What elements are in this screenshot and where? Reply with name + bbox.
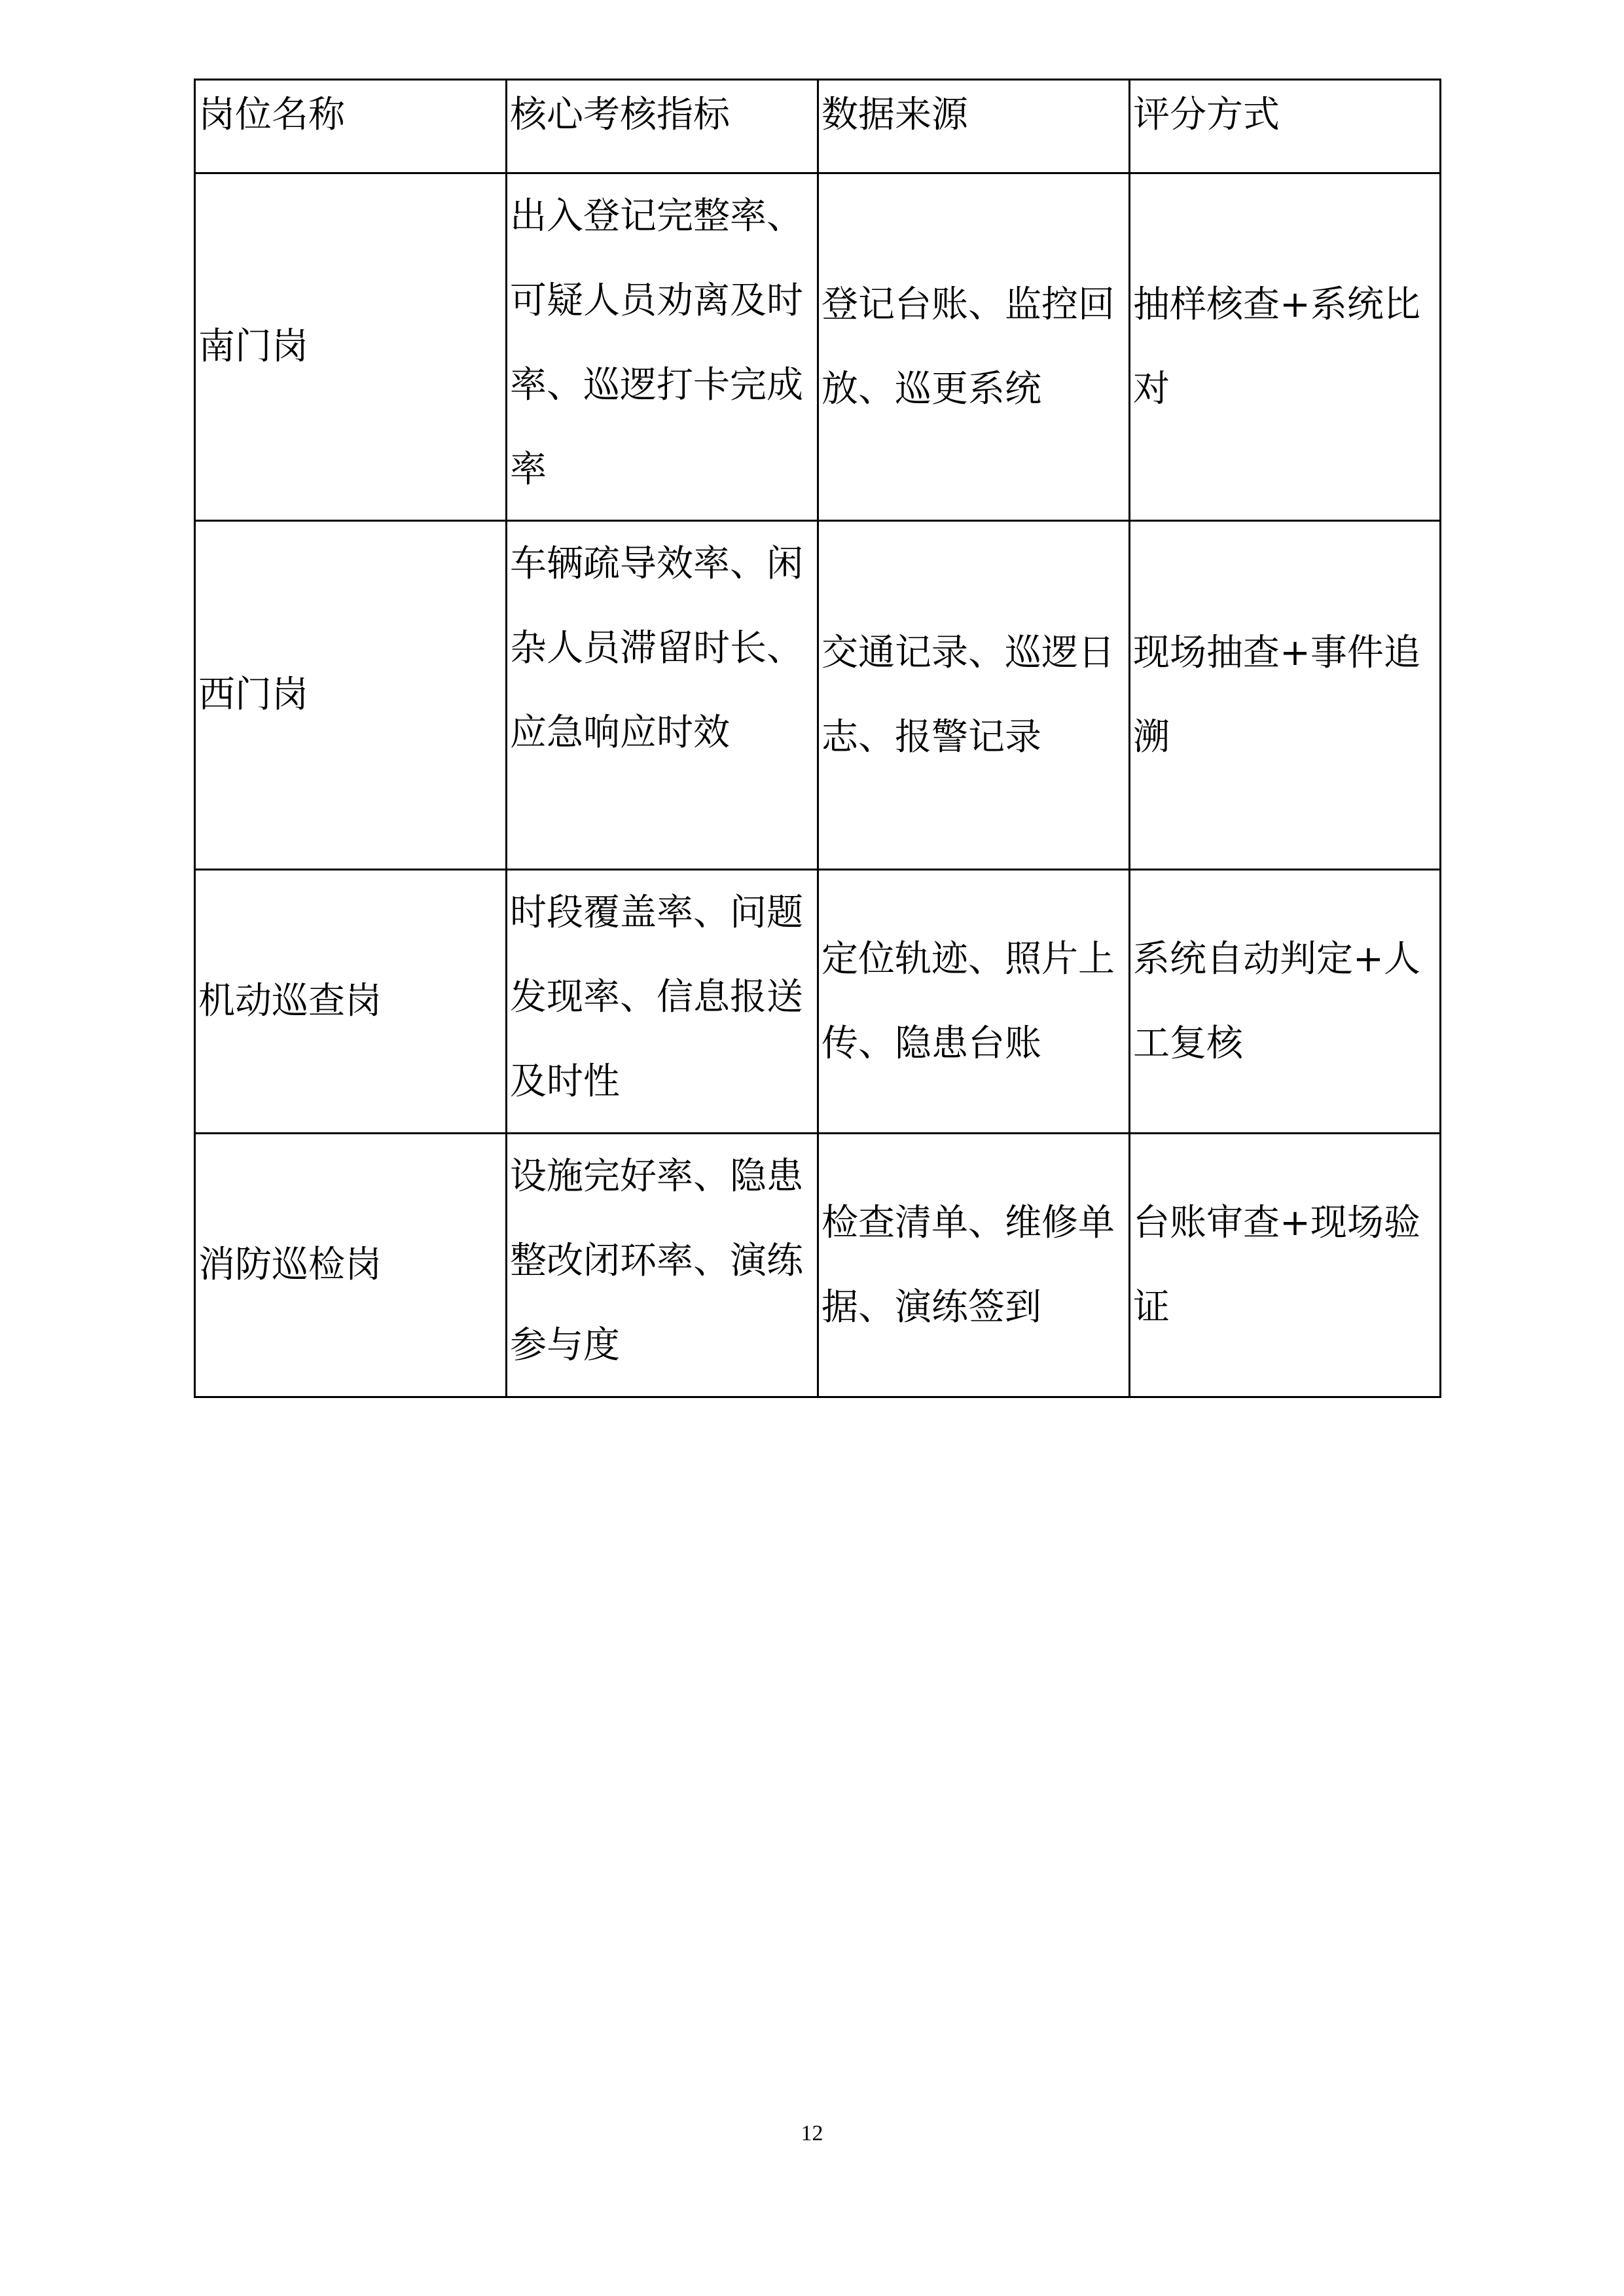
table-header-row <box>195 80 1441 173</box>
cell-metrics: 设施完好率、隐患整改闭环率、演练参与度 <box>507 1134 818 1397</box>
table-row <box>195 1134 1441 1397</box>
cell-metrics: 时段覆盖率、问题发现率、信息报送及时性 <box>507 870 818 1134</box>
cell-post: 消防巡检岗 <box>195 1134 507 1397</box>
cell-source: 定位轨迹、照片上传、隐患台账 <box>818 870 1130 1134</box>
cell-method: 抽样核查+系统比对 <box>1130 173 1441 521</box>
cell-post: 南门岗 <box>195 173 507 521</box>
cell-method: 现场抽查+事件追溯 <box>1130 521 1441 870</box>
page-number: 12 <box>801 2121 823 2145</box>
table-row <box>195 173 1441 521</box>
cell-post: 西门岗 <box>195 521 507 870</box>
cell-source: 登记台账、监控回放、巡更系统 <box>818 173 1130 521</box>
header-post-name: 岗位名称 <box>195 80 507 173</box>
header-scoring-method: 评分方式 <box>1130 80 1441 173</box>
cell-method: 系统自动判定+人工复核 <box>1130 870 1441 1134</box>
assessment-table <box>194 79 1441 1398</box>
header-data-source: 数据来源 <box>818 80 1130 173</box>
cell-post: 机动巡查岗 <box>195 870 507 1134</box>
cell-source: 交通记录、巡逻日志、报警记录 <box>818 521 1130 870</box>
table-row <box>195 870 1441 1134</box>
header-core-metrics: 核心考核指标 <box>507 80 818 173</box>
cell-method: 台账审查+现场验证 <box>1130 1134 1441 1397</box>
cell-metrics: 车辆疏导效率、闲杂人员滞留时长、应急响应时效 <box>507 521 818 870</box>
cell-metrics: 出入登记完整率、可疑人员劝离及时率、巡逻打卡完成率 <box>507 173 818 521</box>
cell-source: 检查清单、维修单据、演练签到 <box>818 1134 1130 1397</box>
table-row <box>195 521 1441 870</box>
